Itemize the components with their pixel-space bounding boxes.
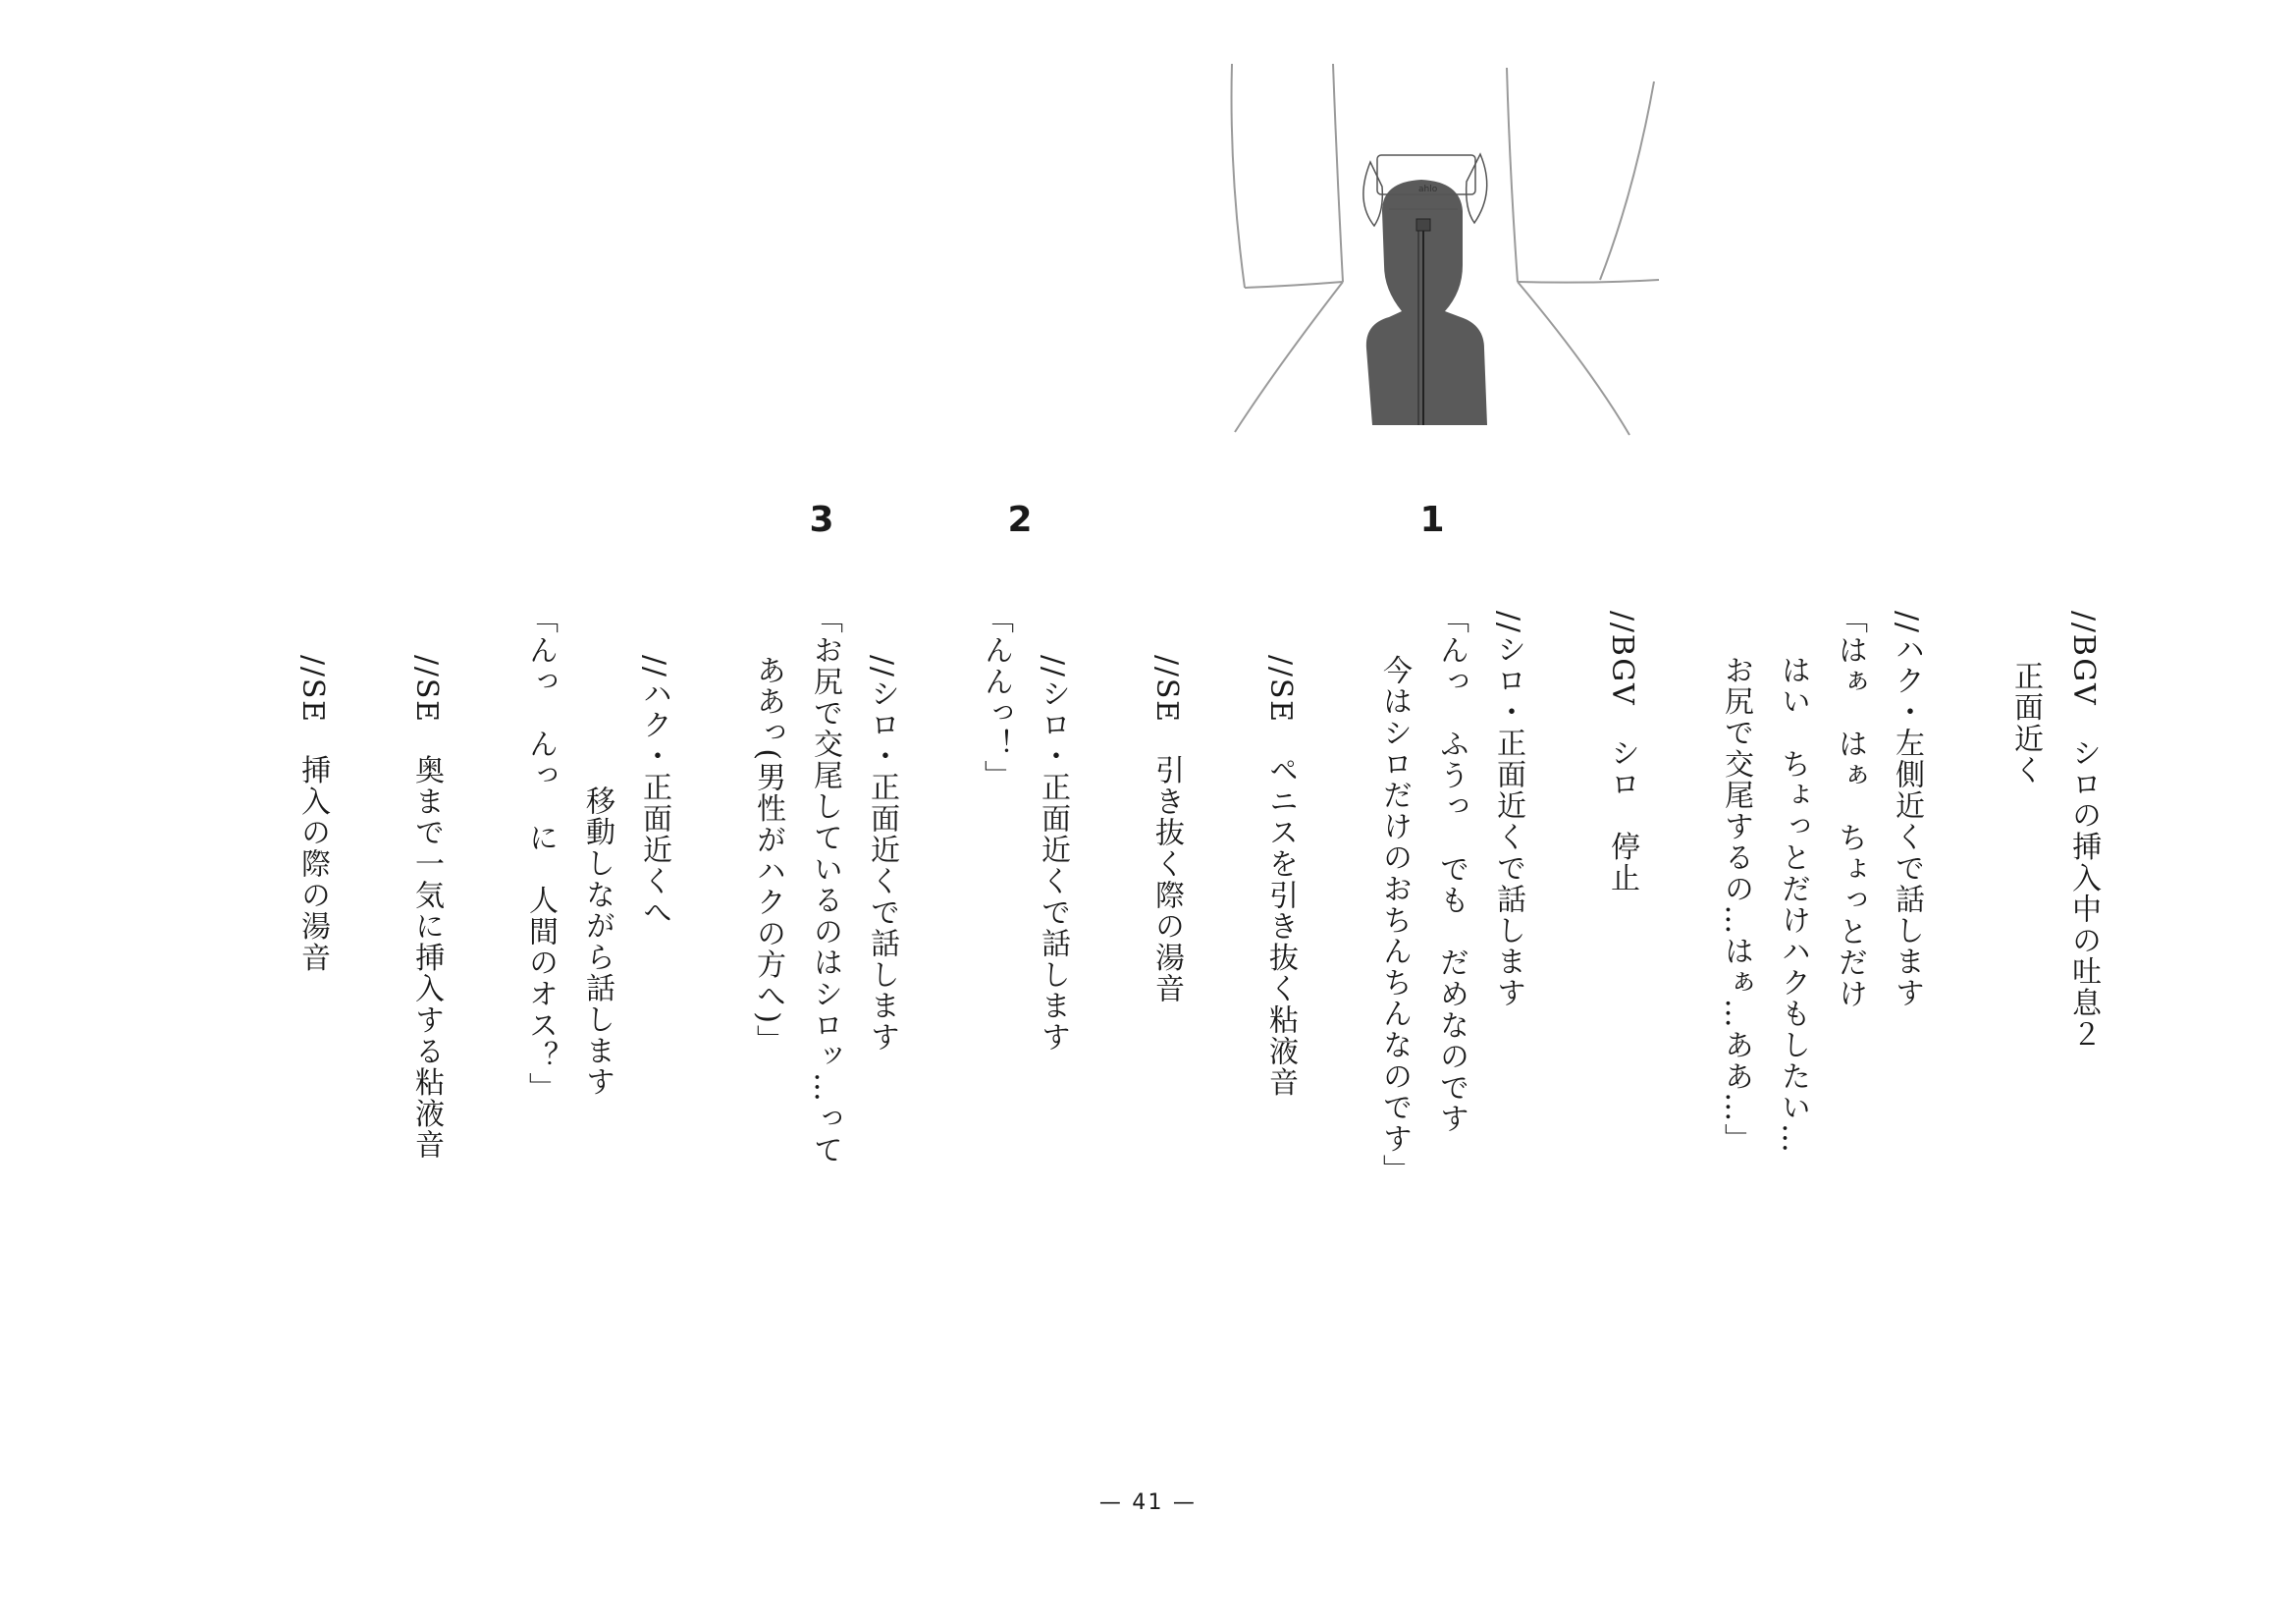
- marker-3: 3: [809, 500, 834, 540]
- script-line: //SE 挿入の際の湯音: [295, 655, 330, 974]
- script-line: //SE 奥まで一気に挿入する粘液音: [409, 655, 444, 1162]
- marker-1: 1: [1419, 500, 1445, 540]
- script-line: 「んんっ！」: [979, 604, 1013, 791]
- script-line: はい ちょっとだけハクもしたい…: [1776, 655, 1810, 1155]
- script-line: //ハク・正面近くへ: [637, 655, 671, 929]
- script-line: お尻で交尾するの…はぁ…ああ…」: [1719, 655, 1753, 1155]
- headset-label: ahlo: [1418, 185, 1438, 194]
- script-line: 今はシロだけのおちんちんなのです」: [1377, 655, 1412, 1186]
- script-line: //ハク・左側近くで話します: [1890, 611, 1924, 1009]
- script-line: 「んっ んっ に 人間のオス？」: [523, 604, 558, 1104]
- script-line: 「んっ ふうっ でも だめなのです: [1434, 604, 1468, 1135]
- scene-illustration: [1217, 54, 1688, 457]
- script-line: 「はぁ はぁ ちょっとだけ: [1833, 604, 1867, 1010]
- script-line: ああっ(男性がハクの方へ)」: [751, 655, 785, 1056]
- silhouette-icon: [1366, 180, 1487, 425]
- script-line: 移動しながら話します: [580, 785, 614, 1098]
- script-line: //BGV シロの挿入中の吐息２: [2066, 611, 2101, 1051]
- marker-2: 2: [1007, 500, 1033, 540]
- script-line: //シロ・正面近くで話します: [865, 655, 899, 1054]
- page-number: — 41 —: [1098, 1490, 1198, 1515]
- script-line: 「お尻で交尾しているのはシロッ…って: [808, 604, 842, 1166]
- script-line: //シロ・正面近くで話します: [1491, 611, 1525, 1009]
- script-line: //SE ペニスを引き抜く粘液音: [1263, 655, 1298, 1099]
- script-line: //BGV シロ 停止: [1605, 611, 1639, 894]
- script-line: 正面近く: [2008, 661, 2043, 786]
- script-line: //シロ・正面近くで話します: [1036, 655, 1070, 1054]
- script-line: //SE 引き抜く際の湯音: [1149, 655, 1184, 1005]
